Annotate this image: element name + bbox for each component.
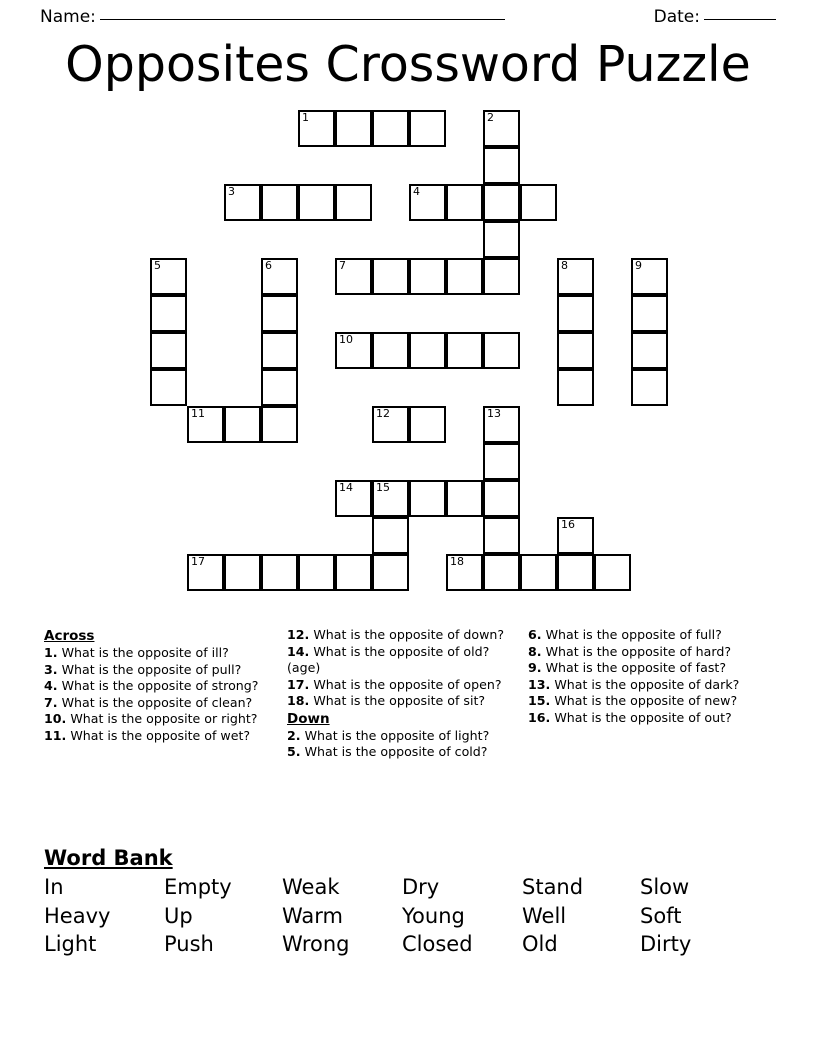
clue-item xyxy=(287,744,516,761)
grid-cell[interactable] xyxy=(298,110,335,147)
clue-item xyxy=(528,677,762,694)
clue-text: What is the opposite of hard? xyxy=(541,643,732,659)
word-bank-word: Warm xyxy=(282,903,344,928)
clues-column-3 xyxy=(528,627,774,726)
page-title: Opposites Crossword Puzzle xyxy=(65,36,751,93)
grid-cell[interactable] xyxy=(520,184,557,221)
worksheet-header xyxy=(0,0,816,34)
grid-cell-number: 11 xyxy=(191,407,205,420)
clue-item xyxy=(44,678,275,695)
word-bank-word: Dirty xyxy=(640,932,692,956)
clue-item xyxy=(528,660,762,677)
grid-cell[interactable] xyxy=(483,184,520,221)
grid-cell[interactable] xyxy=(483,480,520,517)
word-bank-word: Wrong xyxy=(282,932,350,956)
clue-item xyxy=(528,710,762,727)
grid-cell[interactable] xyxy=(483,110,520,147)
clue-item xyxy=(528,627,762,644)
grid-cell[interactable] xyxy=(224,184,261,221)
grid-cell[interactable] xyxy=(150,258,187,295)
clues-column-2 xyxy=(287,627,528,761)
clue-number: 11. xyxy=(44,727,67,743)
clue-number: 1. xyxy=(44,645,58,660)
grid-cell[interactable] xyxy=(261,406,298,443)
clue-item xyxy=(44,645,275,662)
grid-cell[interactable] xyxy=(224,406,261,443)
grid-cell[interactable] xyxy=(335,258,372,295)
clue-list-column-1 xyxy=(44,645,275,744)
clue-number: 15. xyxy=(528,693,551,708)
grid-cell-number: 8 xyxy=(561,259,568,272)
grid-cell[interactable] xyxy=(483,258,520,295)
grid-cell[interactable] xyxy=(631,295,668,332)
across-heading: Across xyxy=(44,628,95,644)
word-bank-word: Old xyxy=(522,932,558,956)
clue-item xyxy=(44,662,275,679)
grid-cell-number: 4 xyxy=(413,185,420,198)
grid-cell[interactable] xyxy=(409,110,446,147)
grid-cell[interactable] xyxy=(409,184,446,221)
clue-number: 6. xyxy=(528,627,542,642)
clue-text: What is the opposite of strong? xyxy=(57,678,259,693)
grid-cell[interactable] xyxy=(557,554,594,591)
grid-cell[interactable] xyxy=(187,406,224,443)
word-bank-word: Dry xyxy=(402,875,440,899)
grid-cell-number: 10 xyxy=(339,333,353,346)
clue-number: 9. xyxy=(528,660,542,675)
clue-item xyxy=(287,677,516,694)
clue-text: What is the opposite of fast? xyxy=(541,660,727,675)
grid-cell[interactable] xyxy=(372,258,409,295)
clue-number: 2. xyxy=(287,727,301,743)
clue-text: What is the opposite or right? xyxy=(66,711,258,726)
name-label: Name: xyxy=(40,7,96,27)
grid-cell[interactable] xyxy=(594,554,631,591)
clue-item xyxy=(287,627,516,644)
date-input-rule[interactable] xyxy=(704,19,776,20)
word-bank-word: Weak xyxy=(282,875,340,899)
clue-text: What is the opposite of pull? xyxy=(57,661,242,677)
clue-text: What is the opposite of open? xyxy=(309,676,502,692)
clues-column-1 xyxy=(44,627,287,744)
grid-cell[interactable] xyxy=(372,554,409,591)
clue-text: What is the opposite of out? xyxy=(550,709,732,725)
grid-cell[interactable] xyxy=(631,258,668,295)
clue-text: What is the opposite of cold? xyxy=(300,744,488,759)
down-heading: Down xyxy=(287,710,330,727)
grid-cell-number: 17 xyxy=(191,555,205,568)
word-bank-word: Push xyxy=(164,932,214,956)
clue-text: What is the opposite of down? xyxy=(309,627,505,642)
crossword-grid-container xyxy=(0,105,816,600)
grid-cell[interactable] xyxy=(335,554,372,591)
grid-cell[interactable] xyxy=(483,517,520,554)
grid-cell[interactable] xyxy=(298,184,335,221)
clue-number: 7. xyxy=(44,694,58,710)
grid-cell[interactable] xyxy=(483,443,520,480)
grid-cell[interactable] xyxy=(187,554,224,591)
clue-number: 13. xyxy=(528,676,551,692)
grid-cell[interactable] xyxy=(261,554,298,591)
grid-cell[interactable] xyxy=(557,295,594,332)
grid-cell[interactable] xyxy=(557,517,594,554)
grid-cell[interactable] xyxy=(483,221,520,258)
word-bank-title: Word Bank xyxy=(44,846,173,870)
clue-text: What is the opposite of full? xyxy=(541,627,722,642)
grid-cell[interactable] xyxy=(557,332,594,369)
word-bank-word: Slow xyxy=(640,875,690,899)
word-bank-word: Up xyxy=(164,903,193,928)
grid-cell[interactable] xyxy=(446,480,483,517)
grid-cell-number: 2 xyxy=(487,111,494,124)
word-bank-word: Soft xyxy=(640,903,682,928)
grid-cell-number: 5 xyxy=(154,259,161,272)
word-bank-word: Stand xyxy=(522,875,584,899)
clue-text: What is the opposite of dark? xyxy=(550,676,740,692)
clue-number: 17. xyxy=(287,676,310,692)
grid-cell-number: 13 xyxy=(487,407,501,420)
clue-text: What is the opposite of ill? xyxy=(57,645,229,660)
clue-number: 18. xyxy=(287,693,310,708)
grid-cell[interactable] xyxy=(372,517,409,554)
clue-list-column-2-across xyxy=(287,627,516,710)
word-bank-word: Heavy xyxy=(44,903,111,928)
clue-item xyxy=(287,644,516,677)
clue-number: 14. xyxy=(287,643,310,659)
name-input-rule[interactable] xyxy=(100,19,505,20)
word-bank-word: Empty xyxy=(164,875,232,899)
grid-cell[interactable] xyxy=(483,406,520,443)
clue-item xyxy=(44,711,275,728)
grid-cell[interactable] xyxy=(372,480,409,517)
grid-cell[interactable] xyxy=(224,554,261,591)
grid-cell-number: 3 xyxy=(228,185,235,198)
word-bank-section xyxy=(44,845,774,959)
grid-cell[interactable] xyxy=(335,480,372,517)
word-bank-word: Young xyxy=(402,903,465,928)
grid-cell[interactable] xyxy=(483,147,520,184)
grid-cell[interactable] xyxy=(335,110,372,147)
word-bank-word: Closed xyxy=(402,932,473,956)
clue-list-column-2-down xyxy=(287,728,516,761)
grid-cell-number: 18 xyxy=(450,555,464,568)
grid-cell[interactable] xyxy=(335,332,372,369)
grid-cell[interactable] xyxy=(409,480,446,517)
grid-cell-number: 16 xyxy=(561,518,575,531)
grid-cell[interactable] xyxy=(150,369,187,406)
grid-cell[interactable] xyxy=(150,295,187,332)
date-label: Date: xyxy=(653,7,700,27)
clue-number: 10. xyxy=(44,711,67,726)
word-bank-grid xyxy=(44,873,774,959)
word-bank-word: Well xyxy=(522,903,567,928)
clue-number: 16. xyxy=(528,709,551,725)
grid-cell[interactable] xyxy=(483,332,520,369)
grid-cell[interactable] xyxy=(409,258,446,295)
grid-cell[interactable] xyxy=(520,554,557,591)
clue-number: 5. xyxy=(287,744,301,759)
word-bank-word: Light xyxy=(44,932,97,956)
clue-item xyxy=(528,644,762,661)
grid-cell-number: 14 xyxy=(339,481,353,494)
grid-cell[interactable] xyxy=(446,554,483,591)
clue-text: What is the opposite of light? xyxy=(300,727,490,743)
clue-item xyxy=(287,693,516,710)
clue-text: What is the opposite of wet? xyxy=(66,727,251,743)
grid-cell[interactable] xyxy=(261,295,298,332)
clue-list-column-3 xyxy=(528,627,762,726)
clue-item xyxy=(44,695,275,712)
clue-text: What is the opposite of new? xyxy=(550,693,738,708)
name-field-group xyxy=(40,7,505,27)
grid-cell[interactable] xyxy=(261,332,298,369)
clue-text: What is the opposite of old? (age) xyxy=(287,643,490,675)
clues-section xyxy=(44,627,774,761)
grid-cell[interactable] xyxy=(483,554,520,591)
grid-cell-number: 12 xyxy=(376,407,390,420)
clue-text: What is the opposite of clean? xyxy=(57,694,253,710)
grid-cell-number: 9 xyxy=(635,259,642,272)
grid-cell[interactable] xyxy=(631,332,668,369)
grid-cell[interactable] xyxy=(631,369,668,406)
grid-cell[interactable] xyxy=(557,369,594,406)
date-field-group xyxy=(654,7,776,27)
grid-cell[interactable] xyxy=(372,332,409,369)
grid-cell-number: 7 xyxy=(339,259,346,272)
grid-cell[interactable] xyxy=(335,184,372,221)
clue-item xyxy=(44,728,275,745)
clue-number: 8. xyxy=(528,643,542,659)
word-bank-word: In xyxy=(44,875,64,899)
grid-cell[interactable] xyxy=(372,406,409,443)
grid-cell[interactable] xyxy=(298,554,335,591)
grid-cell[interactable] xyxy=(409,406,446,443)
crossword-grid[interactable] xyxy=(0,105,816,600)
grid-cell-number: 6 xyxy=(265,259,272,272)
grid-cell[interactable] xyxy=(409,332,446,369)
grid-cell[interactable] xyxy=(150,332,187,369)
grid-cell[interactable] xyxy=(446,258,483,295)
clue-text: What is the opposite of sit? xyxy=(309,693,486,708)
grid-cell[interactable] xyxy=(372,110,409,147)
clue-number: 3. xyxy=(44,661,58,677)
grid-cell[interactable] xyxy=(446,332,483,369)
clue-item xyxy=(287,728,516,745)
grid-cell-number: 1 xyxy=(302,111,309,124)
clue-number: 12. xyxy=(287,627,310,642)
grid-cell[interactable] xyxy=(557,258,594,295)
grid-cell[interactable] xyxy=(261,369,298,406)
grid-cell[interactable] xyxy=(446,184,483,221)
grid-cell[interactable] xyxy=(261,258,298,295)
grid-cell[interactable] xyxy=(261,184,298,221)
clue-number: 4. xyxy=(44,678,58,693)
clue-item xyxy=(528,693,762,710)
grid-cell-number: 15 xyxy=(376,481,390,494)
